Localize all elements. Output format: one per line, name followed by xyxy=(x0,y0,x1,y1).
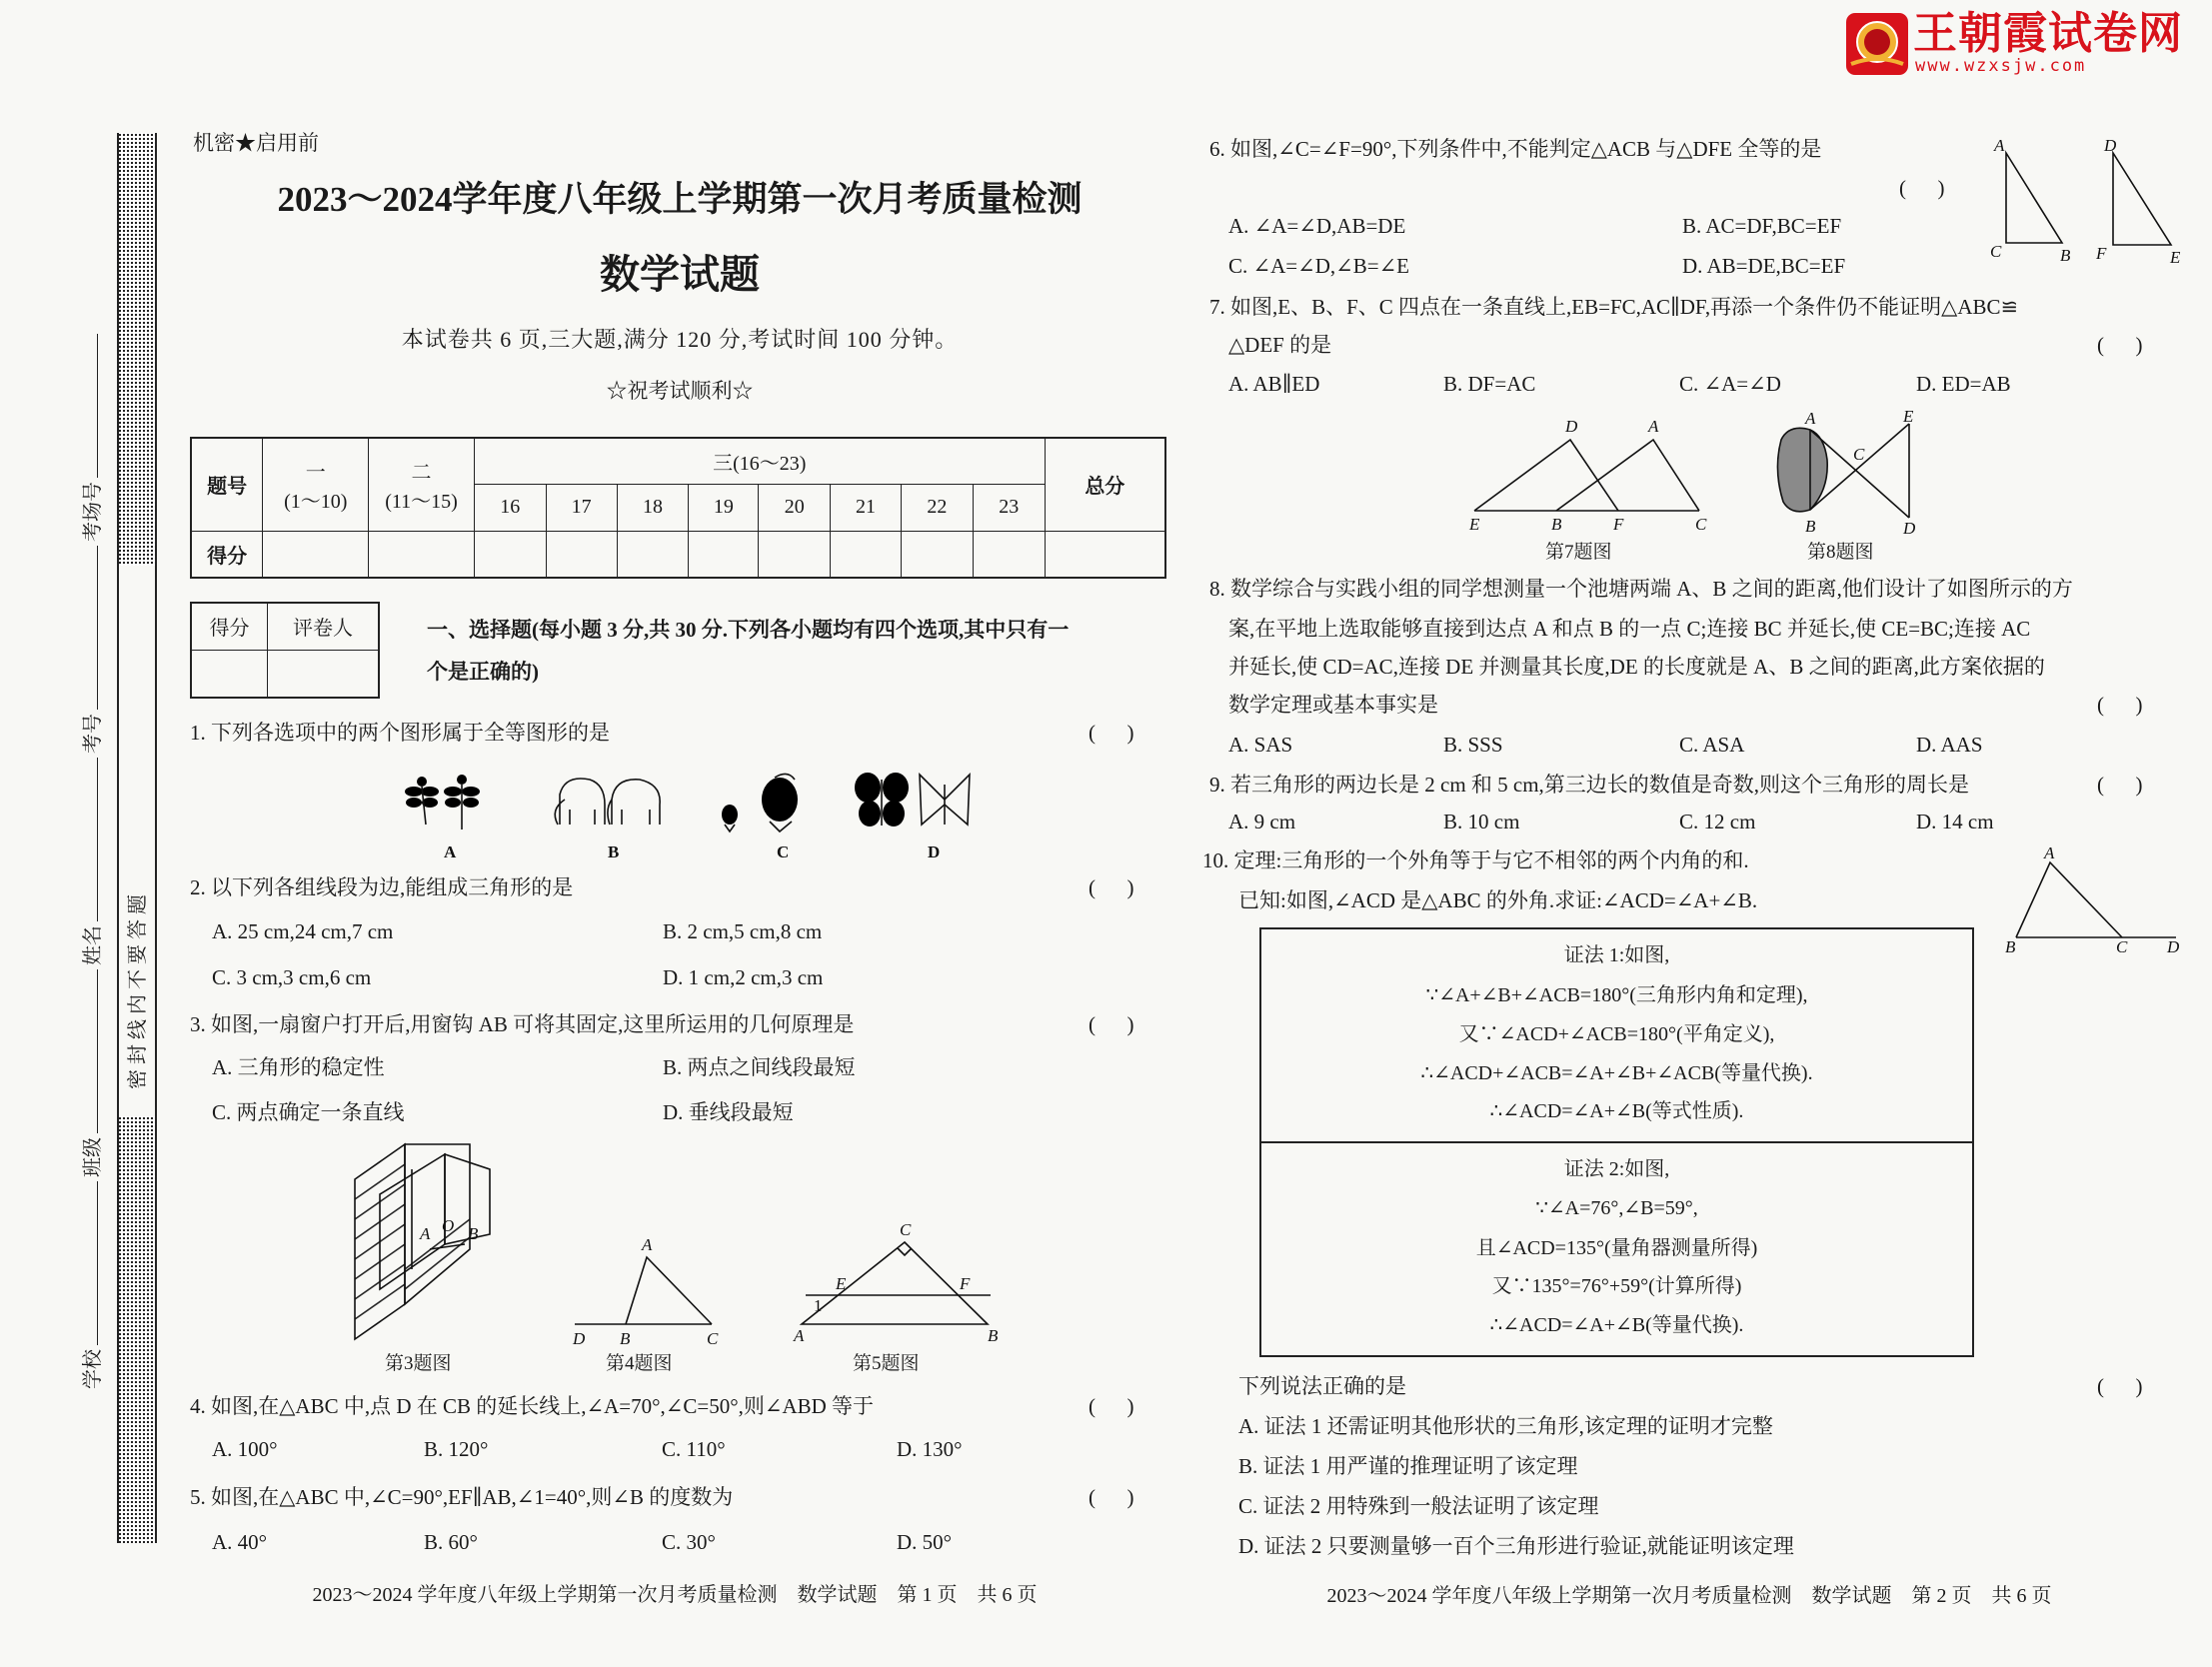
answer-blank[interactable]: ( ) xyxy=(1899,176,1945,200)
field-label: 学校 xyxy=(81,1349,104,1389)
option-b[interactable]: B. 10 cm xyxy=(1443,810,1520,834)
label-b: B xyxy=(1805,517,1816,535)
score-cell[interactable] xyxy=(263,531,369,578)
q1-figures xyxy=(400,770,1000,864)
subject-title: 数学试题 xyxy=(600,252,760,297)
header-q23: 23 xyxy=(973,484,1045,531)
label-c: C xyxy=(2116,937,2128,954)
label-f: F xyxy=(2096,244,2107,263)
label-c: C xyxy=(1853,445,1865,464)
proof-box xyxy=(1259,927,1974,1357)
binding-pattern-bottom xyxy=(118,1116,155,1543)
score-cell[interactable] xyxy=(831,531,902,578)
option-a[interactable]: A. SAS xyxy=(1228,733,1293,757)
field-school[interactable] xyxy=(76,1177,105,1389)
label-e: E xyxy=(1903,410,1914,426)
answer-blank[interactable]: ( ) xyxy=(1089,875,1134,899)
label-b: B xyxy=(620,1329,631,1348)
option-a[interactable]: A. 9 cm xyxy=(1228,810,1296,834)
figure-4-triangle xyxy=(565,1234,725,1349)
question-stem-line: 8. 数学综合与实践小组的同学想测量一个池塘两端 A、B 之间的距离,他们设计了如图所示的方 xyxy=(1209,577,2073,601)
question-given: 已知:如图,∠ACD 是△ABC 的外角.求证:∠ACD=∠A+∠B. xyxy=(1238,888,1758,912)
seal-text: 密 封 线 内 不 要 答 题 xyxy=(126,894,149,1089)
header-total: 总分 xyxy=(1045,438,1165,531)
answer-blank[interactable]: ( ) xyxy=(2097,693,2143,717)
option-d[interactable]: D. 130° xyxy=(897,1437,963,1461)
option-c[interactable]: C. ∠A=∠D,∠B=∠E xyxy=(1228,254,1409,278)
confidential-label: 机密★启用前 xyxy=(193,131,319,155)
proof-1-line: ∴∠ACD+∠ACB=∠A+∠B+∠ACB(等量代换). xyxy=(1420,1062,1813,1084)
option-d[interactable]: D. AB=DE,BC=EF xyxy=(1682,254,1846,278)
answer-blank[interactable]: ( ) xyxy=(2097,1374,2143,1398)
proof-2-line: 又∵135°=76°+59°(计算所得) xyxy=(1491,1275,1742,1297)
field-label: 考场号 xyxy=(81,482,104,542)
option-d[interactable]: D. 证法 2 只要测量够一百个三角形进行验证,就能证明该定理 xyxy=(1238,1534,1794,1558)
label-a: A xyxy=(642,1235,653,1254)
option-d[interactable]: D. 14 cm xyxy=(1916,810,1994,834)
label-b: B xyxy=(988,1326,999,1344)
option-c[interactable]: C. ∠A=∠D xyxy=(1679,372,1781,396)
score-cell[interactable] xyxy=(546,531,617,578)
label-o: O xyxy=(442,1216,455,1235)
proof-divider xyxy=(1261,1141,1972,1143)
question-stem: 2. 以下列各组线段为边,能组成三角形的是 xyxy=(190,875,574,899)
option-label-c: C xyxy=(777,842,790,861)
figure-7-caption: 第7题图 xyxy=(1545,542,1612,563)
option-a[interactable]: A. 40° xyxy=(212,1530,268,1554)
question-stem-line: 并延长,使 CD=AC,连接 DE 并测量其长度,DE 的长度就是 A、B 之间的距离,此方案依据的 xyxy=(1228,655,2045,679)
option-d[interactable]: D. AAS xyxy=(1916,733,1983,757)
option-c[interactable]: C. 3 cm,3 cm,6 cm xyxy=(212,965,372,989)
option-c[interactable]: C. 证法 2 用特殊到一般法证明了该定理 xyxy=(1238,1494,1599,1518)
question-stem: 5. 如图,在△ABC 中,∠C=90°,EF∥AB,∠1=40°,则∠B 的度数为 xyxy=(190,1485,734,1509)
option-a[interactable]: A. ∠A=∠D,AB=DE xyxy=(1228,214,1406,238)
label-b: B xyxy=(2060,246,2071,265)
score-cell[interactable] xyxy=(901,531,973,578)
question-stem: 4. 如图,在△ABC 中,点 D 在 CB 的延长线上,∠A=70°,∠C=50°,则∠ABD 等于 xyxy=(190,1394,875,1418)
score-cell[interactable] xyxy=(369,531,475,578)
section-1-heading-cont: 个是正确的) xyxy=(427,660,539,684)
question-stem: 3. 如图,一扇窗户打开后,用窗钩 AB 可将其固定,这里所运用的几何原理是 xyxy=(190,1012,855,1036)
proof-2-line: 且∠ACD=135°(量角器测量所得) xyxy=(1475,1237,1758,1259)
score-cell[interactable] xyxy=(474,531,546,578)
grader-score-cell[interactable] xyxy=(191,650,267,698)
label-e: E xyxy=(1469,515,1480,534)
label-a: A xyxy=(794,1326,805,1344)
option-b[interactable]: B. 60° xyxy=(424,1530,478,1554)
field-line[interactable] xyxy=(83,758,98,921)
header-section-1 xyxy=(263,438,369,531)
label-e: E xyxy=(836,1274,847,1293)
logo-name: 王朝霞试卷网 xyxy=(1913,8,2183,59)
header-q16: 16 xyxy=(474,484,546,531)
option-a[interactable]: A. 25 cm,24 cm,7 cm xyxy=(212,919,394,943)
score-cell[interactable] xyxy=(689,531,759,578)
fish-pair-icon xyxy=(722,774,798,832)
field-exam-number[interactable] xyxy=(76,542,105,754)
label-d: D xyxy=(2104,136,2117,155)
label-d: D xyxy=(1903,519,1916,535)
score-cell[interactable] xyxy=(617,531,689,578)
option-a[interactable]: A. 三角形的稳定性 xyxy=(212,1055,385,1079)
option-label-a: A xyxy=(444,842,457,861)
label-c: C xyxy=(900,1220,912,1239)
label-c: C xyxy=(1695,515,1707,534)
label-e: E xyxy=(2170,248,2181,267)
proof-1-line: ∴∠ACD=∠A+∠B(等式性质). xyxy=(1489,1100,1744,1122)
label-b: B xyxy=(2005,937,2016,954)
proof-2-line: ∴∠ACD=∠A+∠B(等量代换). xyxy=(1489,1314,1744,1336)
student-info-fields xyxy=(75,330,105,1389)
option-b[interactable]: B. SSS xyxy=(1443,733,1503,757)
option-b[interactable]: B. 两点之间线段最短 xyxy=(663,1055,856,1079)
label-c: C xyxy=(1990,242,2002,261)
option-b[interactable]: B. 2 cm,5 cm,8 cm xyxy=(663,919,823,943)
grader-table xyxy=(190,602,380,699)
header-q22: 22 xyxy=(901,484,973,531)
label-b: B xyxy=(1551,515,1562,534)
butterfly-pair-icon xyxy=(855,773,970,827)
header-q21: 21 xyxy=(831,484,902,531)
label-d: D xyxy=(2167,937,2180,954)
logo-emblem-icon xyxy=(1845,12,1909,76)
option-c[interactable]: C. 110° xyxy=(662,1437,726,1461)
dragonfly-pair-icon xyxy=(405,775,480,830)
option-b[interactable]: B. DF=AC xyxy=(1443,372,1536,396)
question-stem: 9. 若三角形的两边长是 2 cm 和 5 cm,第三边长的数值是奇数,则这个三角形的周长是 xyxy=(1209,773,1970,797)
question-stem: 6. 如图,∠C=∠F=90°,下列条件中,不能判定△ACB 与△DFE 全等的是 xyxy=(1209,137,1822,161)
figure-7 xyxy=(1459,410,1714,535)
header-q19: 19 xyxy=(689,484,759,531)
question-stem: 10. 定理:三角形的一个外角等于与它不相邻的两个内角的和. xyxy=(1202,848,1749,872)
label-f: F xyxy=(1613,515,1624,534)
page-footer-2: 2023～2024 学年度八年级上学期第一次月考质量检测 数学试题 第 2 页 共 6 页 xyxy=(1326,1585,2052,1607)
option-c[interactable]: C. ASA xyxy=(1679,733,1745,757)
grader-name-label: 评卷人 xyxy=(267,603,379,650)
field-label: 姓名 xyxy=(81,925,104,965)
option-label-d: D xyxy=(928,842,941,861)
figure-5-triangle xyxy=(790,1219,1005,1344)
page-footer-1: 2023～2024 学年度八年级上学期第一次月考质量检测 数学试题 第 1 页 共 6 页 xyxy=(312,1584,1038,1606)
score-table xyxy=(190,437,1166,579)
score-cell-total[interactable] xyxy=(1045,531,1165,578)
section-2-label: 二 xyxy=(411,461,432,484)
figure-8-caption: 第8题图 xyxy=(1807,542,1874,563)
score-cell[interactable] xyxy=(759,531,831,578)
option-b[interactable]: B. 证法 1 用严谨的推理证明了该定理 xyxy=(1238,1454,1578,1478)
option-d[interactable]: D. 1 cm,2 cm,3 cm xyxy=(663,965,824,989)
field-line[interactable] xyxy=(83,546,98,710)
figure-6-triangles xyxy=(1984,135,2189,270)
header-section-3: 三(16～23) xyxy=(474,438,1045,484)
grader-name-cell[interactable] xyxy=(267,650,379,698)
option-a[interactable]: A. 证法 1 还需证明其他形状的三角形,该定理的证明才完整 xyxy=(1238,1414,1773,1438)
question-stem-cont: △DEF 的是 xyxy=(1228,333,1332,357)
header-question-number: 题号 xyxy=(191,438,263,531)
proof-1-line: 又∵∠ACD+∠ACB=180°(平角定义), xyxy=(1458,1023,1775,1045)
option-b[interactable]: B. AC=DF,BC=EF xyxy=(1682,214,1842,238)
figure-3-window xyxy=(350,1139,510,1344)
score-row-label: 得分 xyxy=(191,531,263,578)
option-d[interactable]: D. ED=AB xyxy=(1916,372,2011,396)
label-d: D xyxy=(573,1329,586,1348)
header-q20: 20 xyxy=(759,484,831,531)
section-1-range: (1～10) xyxy=(284,490,348,513)
figure-3-caption: 第3题图 xyxy=(385,1353,452,1374)
figure-5-caption: 第5题图 xyxy=(853,1353,920,1374)
question-stem: 7. 如图,E、B、F、C 四点在一条直线上,EB=FC,AC∥DF,再添一个条件仍不能证明△ABC≌ xyxy=(1209,295,2019,319)
label-f: F xyxy=(960,1274,971,1293)
field-line[interactable] xyxy=(83,334,98,478)
good-luck-text: ☆祝考试顺利☆ xyxy=(606,379,754,403)
proof-1-line: ∵∠A+∠B+∠ACB=180°(三角形内角和定理), xyxy=(1425,984,1808,1006)
label-b: B xyxy=(468,1224,479,1243)
field-label: 考号 xyxy=(81,714,104,754)
answer-blank[interactable]: ( ) xyxy=(1089,1012,1134,1036)
option-label-b: B xyxy=(608,842,620,861)
answer-blank[interactable]: ( ) xyxy=(2097,333,2143,357)
figure-4-caption: 第4题图 xyxy=(606,1353,673,1374)
section-1-heading: 一、选择题(每小题 3 分,共 30 分.下列各小题均有四个选项,其中只有一 xyxy=(427,618,1070,642)
proof-2-line: 证法 2:如图, xyxy=(1563,1158,1670,1180)
option-c[interactable]: C. 两点确定一条直线 xyxy=(212,1100,405,1124)
section-2-range: (11～15) xyxy=(385,490,458,513)
section-1-label: 一 xyxy=(305,461,326,484)
proof-1-line: 证法 1:如图, xyxy=(1563,944,1670,966)
question-stem-line: 案,在平地上选取能够直接到达点 A 和点 B 的一点 C;连接 BC 并延长,使 CE=BC;连接 AC xyxy=(1228,617,2031,641)
option-c[interactable]: C. 30° xyxy=(662,1530,716,1554)
label-a: A xyxy=(420,1224,431,1243)
option-b[interactable]: B. 120° xyxy=(424,1437,489,1461)
answer-blank[interactable]: ( ) xyxy=(2097,773,2143,797)
label-c: C xyxy=(707,1329,719,1348)
option-a[interactable]: A. 100° xyxy=(212,1437,278,1461)
field-name[interactable] xyxy=(76,754,105,965)
header-q18: 18 xyxy=(617,484,689,531)
question-stem-line: 数学定理或基本事实是 xyxy=(1228,693,1438,717)
answer-blank[interactable]: ( ) xyxy=(1089,1394,1134,1418)
elephant-pair-icon xyxy=(555,779,660,825)
header-q17: 17 xyxy=(546,484,617,531)
score-cell[interactable] xyxy=(973,531,1045,578)
exam-title: 2023～2024学年度八年级上学期第一次月考质量检测 xyxy=(277,180,1083,219)
proof-2-line: ∵∠A=76°,∠B=59°, xyxy=(1535,1197,1698,1219)
logo-url: www.wzxsjw.com xyxy=(1915,56,2087,76)
label-d: D xyxy=(1565,417,1578,436)
header-section-2 xyxy=(369,438,475,531)
option-d[interactable]: D. 垂线段最短 xyxy=(663,1100,794,1124)
label-a: A xyxy=(1648,417,1659,436)
option-d[interactable]: D. 50° xyxy=(897,1530,953,1554)
exam-info: 本试卷共 6 页,三大题,满分 120 分,考试时间 100 分钟。 xyxy=(401,327,959,352)
answer-blank[interactable]: ( ) xyxy=(1089,1485,1134,1509)
field-exam-room[interactable] xyxy=(76,330,105,542)
field-label: 班级 xyxy=(81,1137,104,1177)
label-a: A xyxy=(2044,844,2055,862)
option-a[interactable]: A. AB∥ED xyxy=(1228,372,1320,396)
figure-10-triangle xyxy=(1999,844,2189,954)
option-c[interactable]: C. 12 cm xyxy=(1679,810,1756,834)
question-stem: 1. 下列各选项中的两个图形属于全等图形的是 xyxy=(190,721,610,745)
field-line[interactable] xyxy=(83,1181,98,1345)
label-a: A xyxy=(1994,136,2005,155)
answer-blank[interactable]: ( ) xyxy=(1089,721,1134,745)
grader-score-label: 得分 xyxy=(191,603,267,650)
field-line[interactable] xyxy=(83,969,98,1133)
label-angle-1: 1 xyxy=(814,1296,823,1315)
label-a: A xyxy=(1805,410,1816,428)
question-prompt: 下列说法正确的是 xyxy=(1238,1374,1406,1398)
figure-8-pond xyxy=(1769,410,1929,535)
field-class[interactable] xyxy=(76,965,105,1177)
